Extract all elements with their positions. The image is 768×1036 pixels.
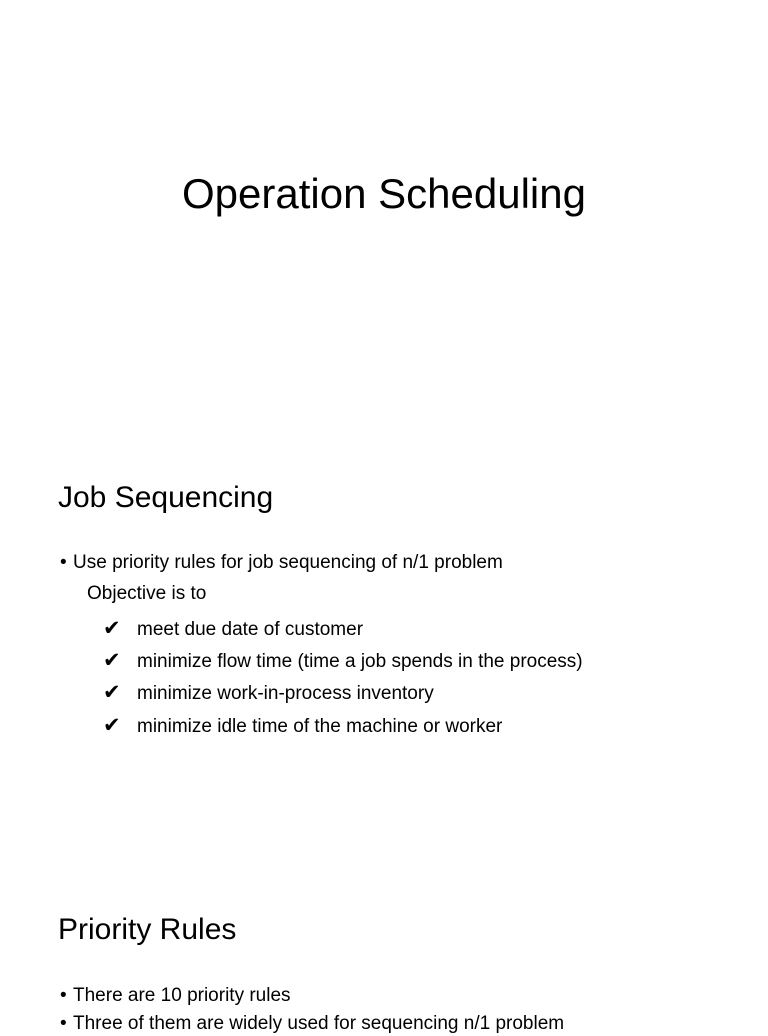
objective-intro: Objective is to [87, 583, 207, 604]
objective-text: minimize work-in-process inventory [137, 683, 434, 704]
objective-text: minimize idle time of the machine or worker [137, 716, 503, 737]
check-mark-icon: ✔ [103, 713, 121, 737]
job-sequencing-bullet-text: Use priority rules for job sequencing of n/1 problem [73, 552, 503, 573]
objective-text: minimize flow time (time a job spends in the process) [137, 651, 583, 672]
check-mark-icon: ✔ [103, 680, 121, 704]
priority-rules-bullet [60, 1012, 564, 1036]
priority-rules-bullet [60, 984, 291, 1008]
slide-title: Operation Scheduling [182, 170, 586, 217]
bullet-dot-icon: • [60, 552, 67, 573]
check-mark-icon: ✔ [103, 616, 121, 640]
priority-rules-heading: Priority Rules [58, 913, 237, 946]
check-mark-icon: ✔ [103, 648, 121, 672]
job-sequencing-heading: Job Sequencing [58, 481, 274, 514]
job-sequencing-bullet [60, 551, 503, 575]
objective-text: meet due date of customer [137, 619, 364, 640]
objective-item [103, 616, 363, 642]
priority-rules-bullet-text: Three of them are widely used for sequencing n/1 problem [73, 1013, 565, 1034]
bullet-dot-icon: • [60, 1013, 67, 1034]
objective-item [103, 713, 502, 739]
objective-item [103, 680, 434, 706]
bullet-dot-icon: • [60, 985, 67, 1006]
priority-rules-bullet-text: There are 10 priority rules [73, 985, 291, 1006]
objective-item [103, 648, 583, 674]
